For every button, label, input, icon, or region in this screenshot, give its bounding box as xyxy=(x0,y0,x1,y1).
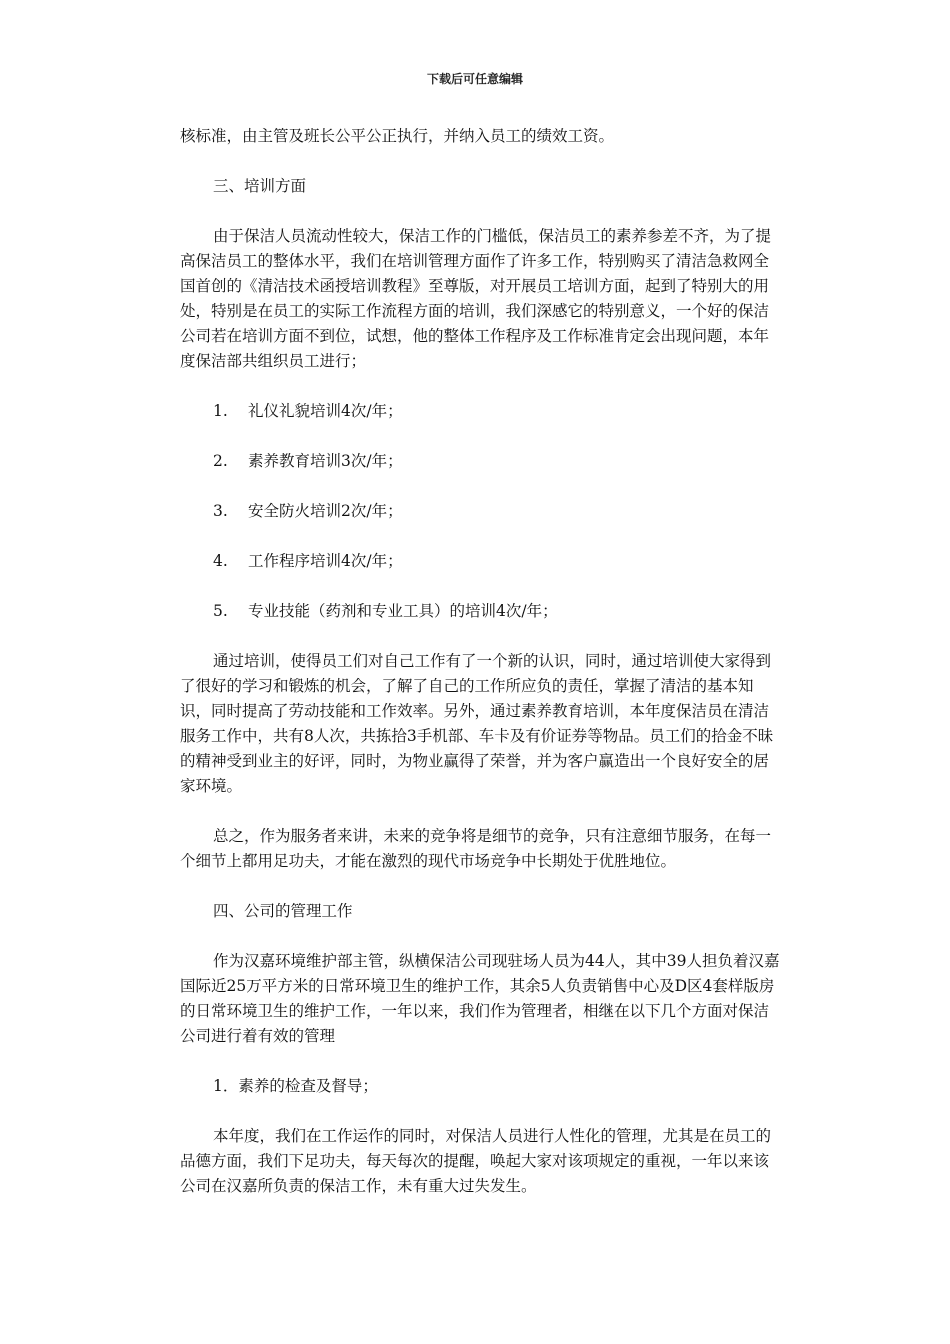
document-body xyxy=(180,124,780,1224)
continued-line: 核标准，由主管及班长公平公正执行，并纳入员工的绩效工资。 xyxy=(180,127,615,145)
list-item: 2. 素养教育培训3次/年； xyxy=(213,452,403,470)
list-item: 3. 安全防火培训2次/年； xyxy=(213,502,403,520)
paragraph-training-result: 通过培训，使得员工们对自己工作有了一个新的认识，同时，通过培训使大家得到了很好的学习和锻炼的机会，了解了自己的工作所应负的责任，掌握了清洁的基本知识，同时提高了劳动技能和工作效率。另外，通过素养教育培训，本年度保洁员在清洁服务工作中，共有8人次，共拣拾3手机部、车卡及有价证券等物品。员工们的拾金不昧的精神受到业主的好评，同时，为物业赢得了荣誉，并为客户赢造出一个良好安全的居家环境。 xyxy=(180,652,774,795)
list-item: 5. 专业技能（药剂和专业工具）的培训4次/年； xyxy=(213,602,558,620)
section-heading-training: 三、培训方面 xyxy=(213,177,307,195)
section-heading-management: 四、公司的管理工作 xyxy=(213,902,353,920)
list-item: 4. 工作程序培训4次/年； xyxy=(213,552,403,570)
subheading-inspection: 1．素养的检查及督导； xyxy=(213,1077,378,1095)
list-item: 1. 礼仪礼貌培训4次/年； xyxy=(213,402,403,420)
paragraph-management-intro: 作为汉嘉环境维护部主管，纵横保洁公司现驻场人员为44人，其中39人担负着汉嘉国际近25万平方米的日常环境卫生的维护工作，其余5人负责销售中心及D区4套样版房的日常环境卫生的维护工作，一年以来，我们作为管理者，相继在以下几个方面对保洁公司进行着有效的管理 xyxy=(180,952,780,1045)
page-header: 下载后可任意编辑 xyxy=(426,72,523,86)
paragraph-summary: 总之，作为服务者来讲，未来的竞争将是细节的竞争，只有注意细节服务，在每一个细节上都用足功夫，才能在激烈的现代市场竞争中长期处于优胜地位。 xyxy=(180,827,772,870)
paragraph-inspection: 本年度，我们在工作运作的同时，对保洁人员进行人性化的管理，尤其是在员工的品德方面，我们下足功夫，每天每次的提醒，唤起大家对该项规定的重视，一年以来该公司在汉嘉所负责的保洁工作，未有重大过失发生。 xyxy=(180,1127,772,1195)
paragraph-training-intro: 由于保洁人员流动性较大，保洁工作的门槛低，保洁员工的素养参差不齐，为了提高保洁员工的整体水平，我们在培训管理方面作了许多工作，特别购买了清洁急救网全国首创的《清洁技术函授培训教程》至尊版，对开展员工培训方面，起到了特别大的用处，特别是在员工的实际工作流程方面的培训，我们深感它的特别意义，一个好的保洁公司若在培训方面不到位，试想，他的整体工作程序及工作标准肯定会出现问题，本年度保洁部共组织员工进行； xyxy=(180,227,772,370)
